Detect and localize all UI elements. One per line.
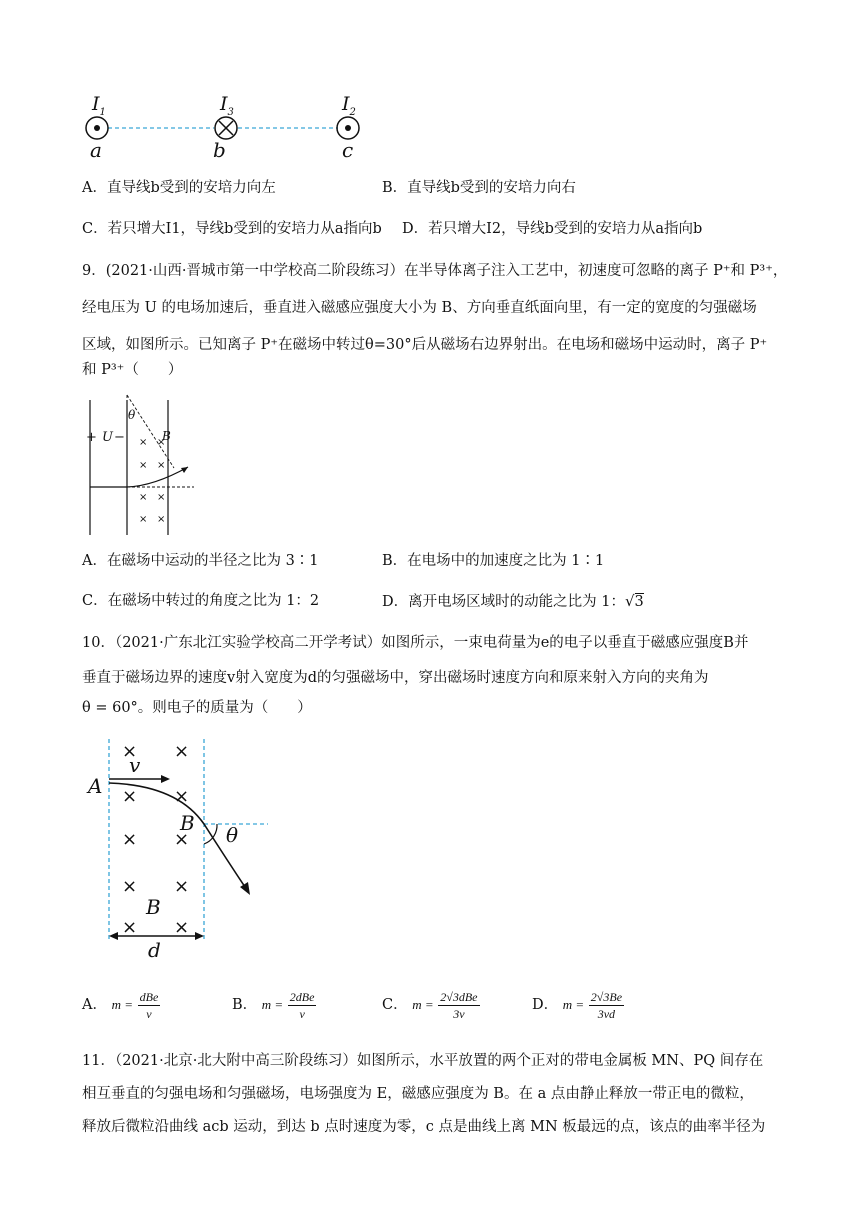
svg-text:×: ×	[157, 514, 166, 525]
fig3-label-a: A	[88, 774, 103, 798]
numerator: 2√3Be	[590, 989, 623, 1004]
q10-line-2: 垂直于磁场边界的速度v射入宽度为d的匀强磁场中，穿出磁场时速度方向和原来射入方向的夹角为	[82, 670, 709, 686]
q9-option-d	[382, 591, 644, 612]
q10-line-1: 10．（2021·广东北江实验学校高二开学考试）如图所示，一束电荷量为e的电子以垂直于磁感应强度B并	[82, 635, 749, 651]
q10-option-d-fraction	[589, 989, 624, 1022]
svg-text:×: ×	[139, 492, 148, 503]
fig2-label-plus: +	[86, 430, 97, 445]
q9-option-c: C．在磁场中转过的角度之比为 1：2	[82, 593, 320, 609]
q10-option-a-label: A．	[82, 997, 107, 1013]
q10-option-a	[82, 988, 160, 1022]
q10-option-b-label: B．	[232, 997, 258, 1013]
q10-option-b-fraction	[288, 989, 317, 1022]
svg-text:×: ×	[157, 492, 166, 503]
q10-option-a-fraction	[138, 989, 161, 1022]
q8-option-a: A．直导线b受到的安培力向左	[82, 180, 276, 196]
svg-text:×: ×	[122, 786, 138, 807]
sqrt-symbol: √	[624, 592, 635, 610]
fig3-label-b-field: B	[146, 895, 161, 919]
svg-text:×: ×	[174, 829, 190, 850]
denominator: 3v	[453, 1006, 465, 1021]
svg-text:×: ×	[122, 741, 138, 762]
q9-option-a: A．在磁场中运动的半径之比为 3∶1	[82, 553, 319, 569]
q10-option-d	[532, 988, 624, 1022]
q9-line-1: 9．(2021·山西·晋城市第一中学校高二阶段练习）在半导体离子注入工艺中，初速度可忽略的离子 P⁺和 P³⁺，	[82, 263, 788, 279]
q10-option-c-lhs: m =	[412, 997, 434, 1012]
label-a: a	[90, 138, 102, 162]
fig2-label-theta: θ	[128, 408, 136, 422]
fig3-label-theta: θ	[226, 823, 239, 847]
q8-option-c: C．若只增大I1，导线b受到的安培力从a指向b	[82, 221, 382, 237]
denominator: 3vd	[597, 1006, 616, 1021]
q9-option-d-text: D．离开电场区域时的动能之比为 1：	[382, 594, 625, 610]
svg-text:×: ×	[157, 437, 166, 448]
q9-option-d-radicand: 3	[634, 594, 644, 610]
label-b: b	[213, 138, 226, 162]
q9-line-2: 经电压为 U 的电场加速后，垂直进入磁感应强度大小为 B、方向垂直纸面向里，有一定的宽度的匀强磁场	[82, 300, 757, 316]
svg-text:×: ×	[174, 917, 190, 938]
q10-option-a-lhs: m =	[111, 997, 134, 1012]
q8-option-b: B．直导线b受到的安培力向右	[382, 180, 576, 196]
svg-text:×: ×	[157, 460, 166, 471]
ion-implant-diagram	[82, 390, 212, 540]
q11-line-1: 11．（2021·北京·北大附中高三阶段练习）如图所示，水平放置的两个正对的带电金属板 MN、PQ 间存在	[82, 1053, 764, 1069]
numerator: dBe	[139, 989, 159, 1004]
q9-line-3: 区域，如图所示。已知离子 P⁺在磁场中转过θ=30°后从磁场右边界射出。在电场和磁场中运动时，离子 P⁺	[82, 337, 768, 353]
svg-text:×: ×	[139, 437, 148, 448]
electron-field-diagram	[82, 735, 282, 960]
fig3-label-v: v	[129, 753, 141, 777]
q9-line-4: 和 P³⁺（ ）	[82, 362, 183, 378]
q9-option-b: B．在电场中的加速度之比为 1∶1	[382, 553, 605, 569]
fig2-label-u: U	[102, 430, 113, 445]
denominator: v	[299, 1006, 305, 1021]
svg-text:×: ×	[122, 917, 138, 938]
fig2-label-minus: −	[114, 430, 125, 445]
svg-text:×: ×	[174, 786, 190, 807]
svg-text:×: ×	[174, 876, 190, 897]
fig2-label-b: B	[162, 429, 171, 443]
q10-option-b	[232, 988, 316, 1022]
svg-text:×: ×	[122, 829, 138, 850]
q10-option-b-lhs: m =	[261, 997, 284, 1012]
q10-option-c	[382, 988, 480, 1022]
q11-line-2: 相互垂直的匀强电场和匀强磁场，电场强度为 E，磁感应强度为 B。在 a 点由静止释放一带正电的微粒，	[82, 1086, 754, 1102]
numerator: 2dBe	[289, 989, 315, 1004]
label-i1: $I_1$	[92, 93, 106, 118]
q8-option-d: D．若只增大I2，导线b受到的安培力从a指向b	[402, 221, 703, 237]
svg-text:×: ×	[139, 514, 148, 525]
q10-option-c-fraction	[438, 989, 479, 1022]
q10-option-d-label: D．	[532, 997, 559, 1013]
label-i2: $I_2$	[342, 93, 356, 118]
svg-text:×: ×	[139, 460, 148, 471]
denominator: v	[146, 1006, 152, 1021]
q10-line-3: θ = 60°。则电子的质量为（ ）	[82, 700, 312, 716]
numerator: 2√3dBe	[440, 989, 478, 1004]
label-i3: $I_3$	[220, 93, 234, 118]
svg-text:×: ×	[122, 876, 138, 897]
q10-option-c-label: C．	[382, 997, 408, 1013]
label-c: c	[342, 138, 354, 162]
fig3-label-b-point: B	[180, 811, 195, 835]
q11-line-3: 释放后微粒沿曲线 acb 运动，到达 b 点时速度为零，c 点是曲线上离 MN 板最远的点，该点的曲率半径为	[82, 1119, 766, 1135]
fig3-label-d: d	[148, 938, 161, 962]
q10-option-d-lhs: m =	[562, 997, 585, 1012]
svg-text:×: ×	[174, 741, 190, 762]
